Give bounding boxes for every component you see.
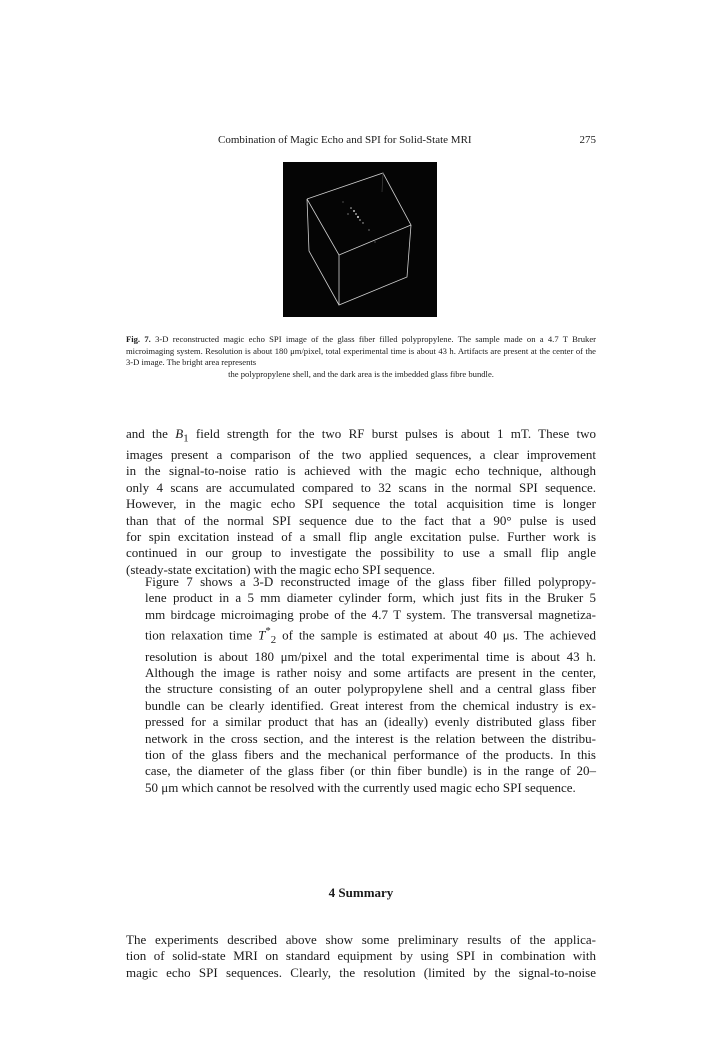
text-line bbox=[126, 623, 596, 648]
text-line: case, the diameter of the glass fiber (or thin fiber bundle) is in the range of 20– bbox=[145, 763, 596, 779]
text-line: for spin excitation instead of a small flip angle excitation pulse. Further work is bbox=[126, 529, 596, 545]
running-head: Combination of Magic Echo and SPI for Solid-State MRI bbox=[218, 134, 472, 146]
text-line: However, in the magic echo SPI sequence the total acquisition time is longer bbox=[126, 496, 596, 512]
text-run: of the sample is estimated at about 40 μs. The achieved bbox=[276, 627, 597, 643]
paragraph-results bbox=[126, 426, 596, 578]
caption-line: time is about 43 h. Artifacts are present at the center of the 3-D image. The bright area represents bbox=[126, 345, 596, 368]
text-line: only 4 scans are accumulated compared to 32 scans in the normal SPI sequence. bbox=[126, 479, 596, 495]
text-line: network in the cross section, and the interest is the relation between the distribu- bbox=[145, 730, 596, 746]
wireframe-cube-render bbox=[283, 162, 437, 317]
text-line: Although the image is rather noisy and some artifacts are present in the center, bbox=[145, 664, 596, 680]
text-line: resolution is about 180 μm/pixel and the total experimental time is about 43 h. bbox=[145, 648, 596, 664]
text-line bbox=[126, 426, 596, 447]
page-number: 275 bbox=[579, 134, 596, 146]
text-line: pressed for a similar product that has an (ideally) evenly distributed glass fiber bbox=[145, 714, 596, 730]
text-line: images present a comparison of the two applied sequences, a clear improvement bbox=[126, 447, 596, 462]
text-line: bundle can be clearly identified. Great interest from the chemical industry is ex- bbox=[145, 697, 596, 713]
text-line: the structure consisting of an outer polypropylene shell and a central glass fiber bbox=[145, 681, 596, 697]
field-symbol: B bbox=[175, 426, 184, 441]
text-run: tion relaxation time bbox=[145, 627, 259, 643]
text-line: The experiments described above show some preliminary results of the applica- bbox=[126, 932, 596, 947]
paragraph-summary bbox=[126, 932, 596, 981]
text-line: 50 μm which cannot be resolved with the currently used magic echo SPI sequence. bbox=[145, 779, 576, 795]
text-line: lene product in a 5 mm diameter cylinder form, which just fits in the Bruker 5 bbox=[145, 590, 596, 606]
text-line: than that of the normal SPI sequence due to the fact that a 90° pulse is used bbox=[126, 512, 596, 528]
caption-line: made on a 4.7 T Bruker microimaging system. Resolution is about 180 μm/pixel, total experimental bbox=[126, 334, 597, 356]
figure-caption bbox=[126, 334, 596, 380]
paragraph-figure-7 bbox=[126, 574, 596, 796]
field-subscript: 1 bbox=[183, 432, 189, 445]
text-line: Figure 7 shows a 3-D reconstructed image of the glass fiber filled polypropy- bbox=[145, 574, 596, 589]
text-line: in the signal-to-noise ratio is achieved with the magic echo technique, although bbox=[126, 463, 596, 479]
caption-line: 3-D reconstructed magic echo SPI image of the glass fiber filled polypropylene. The sample bbox=[155, 334, 500, 344]
text-line: mm birdcage microimaging probe of the 4.7 T system. The transversal magnetiza- bbox=[145, 606, 596, 622]
section-heading: 4 Summary bbox=[328, 885, 394, 900]
figure-7-image bbox=[283, 162, 437, 317]
relaxation-subscript: 2 bbox=[270, 634, 277, 647]
text-run: field strength for the two RF burst pulses is about 1 mT. These two bbox=[188, 426, 596, 441]
text-run: and the bbox=[126, 426, 176, 441]
relaxation-symbol: T bbox=[258, 627, 266, 643]
text-line: tion of solid-state MRI on standard equipment by using SPI in combination with bbox=[126, 948, 596, 964]
text-line: magic echo SPI sequences. Clearly, the resolution (limited by the signal-to-noise bbox=[126, 964, 596, 980]
text-line: tion of the glass fibers and the mechanical performance of the products. In this bbox=[145, 746, 596, 762]
figure-label: Fig. 7. bbox=[126, 334, 151, 344]
caption-line: the polypropylene shell, and the dark area is the imbedded glass fibre bundle. bbox=[228, 368, 494, 379]
text-line: continued in our group to investigate the possibility to use a small flip angle bbox=[126, 545, 596, 561]
text-line: (steady-state excitation) with the magic echo SPI sequence. bbox=[126, 561, 436, 577]
relaxation-superscript: * bbox=[265, 625, 271, 638]
